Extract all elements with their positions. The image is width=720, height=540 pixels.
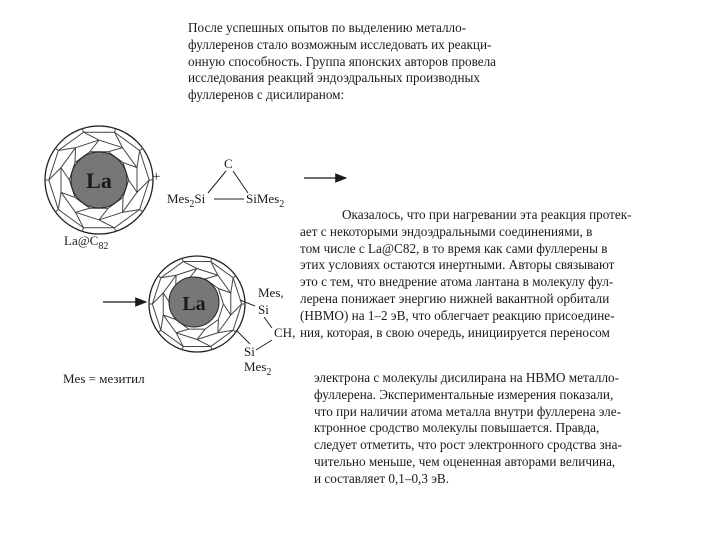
bottom-si: Si bbox=[244, 344, 255, 359]
cage-bond bbox=[233, 330, 236, 332]
text-line: После успешных опытов по выделению металло- bbox=[188, 20, 467, 35]
text-line: исследования реакций эндоэдральных производных bbox=[188, 70, 480, 86]
cage-bond bbox=[233, 276, 236, 278]
cage-bond bbox=[158, 330, 161, 332]
cage-bond bbox=[176, 329, 189, 333]
continuation-paragraph bbox=[314, 370, 704, 488]
text-line: электрона с молекулы дисилирана на НВМО металло- bbox=[314, 370, 620, 385]
left-silyl-group: Mes$_2$Si bbox=[167, 191, 206, 210]
mesityl-legend: Mes = мезитил bbox=[63, 371, 145, 386]
cage-bond bbox=[129, 180, 137, 192]
cage-bond bbox=[182, 346, 183, 349]
text-line: чительно меньше, чем оцененная авторами величина, bbox=[314, 453, 616, 469]
cage-bond bbox=[205, 275, 218, 279]
text-line: ктронное сродство молекулы повышается. Правда, bbox=[314, 420, 600, 436]
cage-bond bbox=[61, 148, 76, 168]
cage-bond bbox=[223, 304, 230, 315]
cage-bond bbox=[49, 180, 59, 210]
text-line: этих условиях остаются инертными. Авторы связывают bbox=[300, 257, 615, 273]
cage-bond bbox=[211, 258, 212, 261]
cage-bond bbox=[58, 192, 61, 209]
cage-bond bbox=[83, 132, 99, 140]
carbon-atom: C bbox=[224, 156, 233, 171]
cage-bond bbox=[183, 262, 197, 269]
cage-bond bbox=[140, 210, 143, 212]
text-line: лерена понижает энергию нижней вакантной орбитали bbox=[300, 290, 610, 306]
cage-bond bbox=[55, 148, 58, 150]
cage-bond bbox=[122, 192, 137, 212]
metal-label: La bbox=[86, 168, 112, 193]
cage-bond bbox=[152, 304, 161, 330]
cage-bond bbox=[75, 148, 76, 163]
methylene-group: CH, bbox=[274, 325, 296, 340]
cage-bond bbox=[158, 276, 161, 278]
text-line: Оказалось, что при нагревании эта реакция протек- bbox=[342, 207, 632, 222]
metal-label: La bbox=[182, 293, 206, 315]
text-line: ает с некоторыми эндоэдральными соединениями, в bbox=[300, 223, 593, 239]
text-line: (НВМО) на 1–2 эВ, что облегчает реакцию присоедине- bbox=[300, 307, 615, 323]
cage-bond bbox=[140, 148, 143, 150]
cage-bond bbox=[115, 228, 116, 232]
cage-bond bbox=[137, 150, 140, 167]
disilirane-molecule bbox=[167, 156, 284, 210]
cage-bond bbox=[82, 129, 83, 133]
fullerene-product bbox=[149, 256, 245, 352]
text-line: что при наличии атома металла внутри фуллерена эле- bbox=[314, 403, 621, 419]
cage-bond bbox=[108, 148, 122, 152]
cage-bond bbox=[82, 228, 83, 232]
top-si: Si bbox=[258, 302, 269, 317]
cage-bond bbox=[99, 220, 115, 228]
right-silyl-group: SiMes$_2$ bbox=[246, 191, 285, 210]
result-paragraph bbox=[300, 207, 704, 341]
cage-bond bbox=[197, 340, 211, 347]
text-line: ния, которая, в свою очередь, инициируется переносом bbox=[300, 324, 610, 340]
cage-bond bbox=[115, 129, 116, 133]
text-line: том числе с La@C82, в то время как сами фуллерены в bbox=[300, 240, 608, 256]
text-line: онную способность. Группа японских авторов провела bbox=[188, 53, 497, 69]
cage-bond bbox=[231, 278, 233, 293]
text-line: это с тем, что внедрение атома лантана в молекулу фул- bbox=[300, 274, 614, 290]
fullerene-reactant bbox=[45, 126, 153, 234]
cage-bond bbox=[122, 197, 123, 212]
text-line: фуллеренов стало возможным исследовать их реакци- bbox=[188, 36, 492, 52]
cage-bond bbox=[161, 315, 163, 330]
text-line: фуллеренов с дисилираном: bbox=[188, 87, 345, 103]
plus-sign: + bbox=[152, 169, 161, 185]
cage-bond bbox=[182, 258, 183, 261]
text-line: фуллерена. Экспериментальные измерения показали, bbox=[314, 386, 614, 402]
cage-bond bbox=[76, 208, 90, 212]
cage-bond bbox=[61, 168, 69, 180]
cage-bond bbox=[218, 315, 231, 333]
text-line: и составляет 0,1–0,3 эВ. bbox=[314, 470, 449, 486]
cage-bond bbox=[140, 150, 150, 180]
top-mes: Mes, bbox=[258, 285, 284, 300]
reactant-formula: $La@C_{82}$ bbox=[64, 233, 109, 252]
text-line: следует отметить, что рост электронного сродства зна- bbox=[314, 437, 622, 453]
bottom-mes: Mes$_2$ bbox=[244, 359, 272, 378]
cage-bond bbox=[211, 346, 212, 349]
cage-bond bbox=[55, 210, 58, 212]
